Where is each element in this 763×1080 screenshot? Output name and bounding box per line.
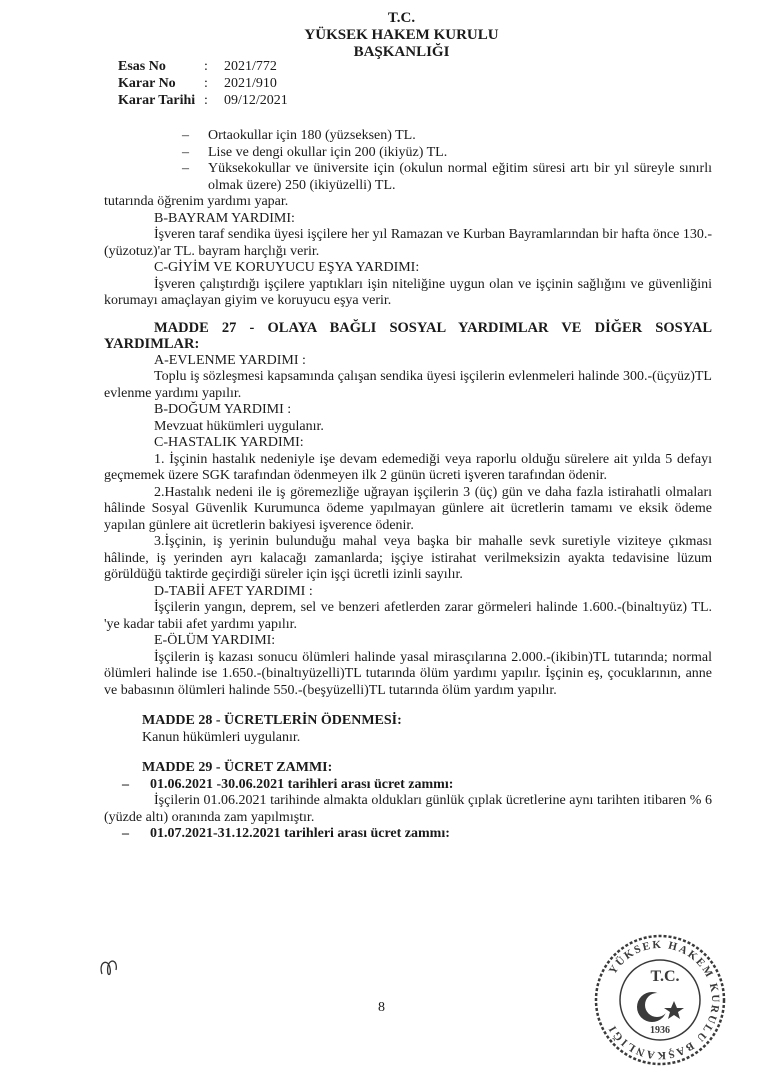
section-heading: C-GİYİM VE KORUYUCU EŞYA YARDIMI: (154, 260, 420, 275)
paragraph: 1. İşçinin hastalık nedeniyle işe devam edemediği veya raporlu olduğu sürelere ait yılda 5 defayı geçmemek üzere SGK tarafından ödenmeyen ilk 2 günün ücreti işveren tarafından ödenir. (104, 451, 712, 483)
paragraph: İşçilerin iş kazası sonucu ölümleri halinde yasal mirasçılarına 2.000.-(ikibin)TL tutarında; normal ölümleri halinde ise 1.650.-(binaltıyüzelli)TL tutarında ölüm yardımı yapılır. İşçinin eş, çocuklarının, anne ve babasının ölümleri halinde 550.-(beşyüzelli)TL tutarında ölüm yardım yapılır. (104, 649, 712, 698)
seal-center-text: T.C. (650, 968, 680, 985)
meta-colon: : (204, 59, 208, 74)
list-item: – Ortaokullar için 180 (yüzseksen) TL. (182, 128, 416, 143)
paragraph: Kanun hükümleri uygulanır. (142, 729, 301, 745)
seal-ring-text: YÜKSEK HAKEM KURULU BAŞKANLIĞI (605, 938, 722, 1062)
document-header (0, 10, 763, 61)
list-item: – 01.07.2021-31.12.2021 tarihleri arası ücret zammı: (122, 826, 450, 841)
section-heading: E-ÖLÜM YARDIMI: (154, 633, 276, 648)
article-heading: MADDE 27 - OLAYA BAĞLI SOSYAL YARDIMLAR VE DİĞER SOSYAL YARDIMLAR: (104, 319, 712, 352)
header-institution: YÜKSEK HAKEM KURULU (304, 27, 499, 43)
meta-label: Karar Tarihi (118, 93, 196, 108)
paragraph: 2.Hastalık nedeni ile iş göremezliğe uğrayan işçilerin 3 (üç) gün ve daha fazla istirahatli olmaları hâlinde Sosyal Güvenlik Kurumunca ödeme yapılmayan günlere ait ücretlerin tamamı ve eksik ödeme yapılan günlere ait ücretlerin bakiyesi işverence ödenir. (104, 484, 712, 533)
list-item: – Lise ve dengi okullar için 200 (ikiyüz) TL. (182, 144, 448, 160)
meta-row-esas (118, 58, 288, 75)
spacer (104, 746, 712, 760)
paragraph: İşveren taraf sendika üyesi işçilere her yıl Ramazan ve Kurban Bayramlarından bir hafta önce 130.-(yüzotuz)'ar TL. bayram harçlığı verir. (104, 227, 712, 259)
paragraph: İşveren çalıştırdığı işçilere yaptıkları işin niteliğine uygun olan ve işçinin sağlığını ve güvenliğini korumayı amaçlayan giyim ve koruyucu eşya verir. (104, 276, 712, 308)
paragraph: İşçilerin 01.06.2021 tarihinde almakta oldukları günlük çıplak ücretlerine aynı tarihten itibaren % 6 (yüzde altı) oranında zam yapılmıştır. (104, 793, 712, 825)
paragraph: İşçilerin yangın, deprem, sel ve benzeri afetlerden zarar görmeleri halinde 1.600.-(binaltıyüz) TL. 'ye kadar tabii afet yardımı yapılır. (104, 600, 712, 632)
meta-value: 09/12/2021 (224, 93, 288, 108)
section-heading: A-EVLENME YARDIMI : (154, 352, 306, 368)
section-heading: B-DOĞUM YARDIMI : (154, 402, 292, 417)
meta-row-karar (118, 75, 288, 92)
paragraph: Toplu iş sözleşmesi kapsamında çalışan sendika üyesi işçilerin evlenmeleri halinde 300.-(üçyüz)TL evlenme yardımı yapılır. (104, 369, 712, 401)
paragraph: tutarında öğrenim yardımı yapar. (104, 194, 289, 209)
meta-value: 2021/772 (224, 59, 277, 74)
page-number: 8 (378, 1000, 385, 1015)
official-seal-icon (590, 925, 730, 1075)
meta-label: Karar No (118, 76, 176, 91)
meta-value: 2021/910 (224, 76, 277, 91)
header-presidency: BAŞKANLIĞI (353, 44, 450, 60)
case-meta (118, 58, 288, 109)
meta-row-tarih (118, 92, 288, 109)
header-tc: T.C. (387, 10, 416, 26)
article-heading: MADDE 28 - ÜCRETLERİN ÖDENMESİ: (142, 713, 402, 728)
list-item: – Yüksekokullar ve üniversite için (okulun normal eğitim süresi artı bir yıl süreyle sınırlı olmak üzere) 250 (ikiyüzelli) TL. (182, 161, 712, 193)
meta-colon: : (204, 76, 208, 91)
list-item: – 01.06.2021 -30.06.2021 tarihleri arası ücret zammı: (122, 776, 454, 792)
seal-year: 1936 (650, 1025, 670, 1036)
document-body (104, 128, 712, 843)
paragraph: Mevzuat hükümleri uygulanır. (154, 418, 324, 434)
paragraph: 3.İşçinin, iş yerinin bulunduğu mahal veya başka bir mahalle sevk suretiyle viziteye çıkması hâlinde, iş yerinden ayrı kalacağı zamanlarda; işçiye istirahat verilmeksizin ayakta tedavisine lüzum görüldüğü taktirde geçirdiği süreler için işçi ücretli izinli sayılır. (104, 534, 712, 582)
section-heading: B-BAYRAM YARDIMI: (154, 210, 295, 226)
meta-colon: : (204, 93, 208, 108)
section-heading: D-TABİİ AFET YARDIMI : (154, 583, 313, 599)
meta-label: Esas No (118, 59, 166, 74)
section-heading: C-HASTALIK YARDIMI: (154, 435, 304, 450)
signature-icon (94, 952, 134, 982)
article-heading: MADDE 29 - ÜCRET ZAMMI: (142, 760, 333, 775)
spacer (104, 699, 712, 713)
